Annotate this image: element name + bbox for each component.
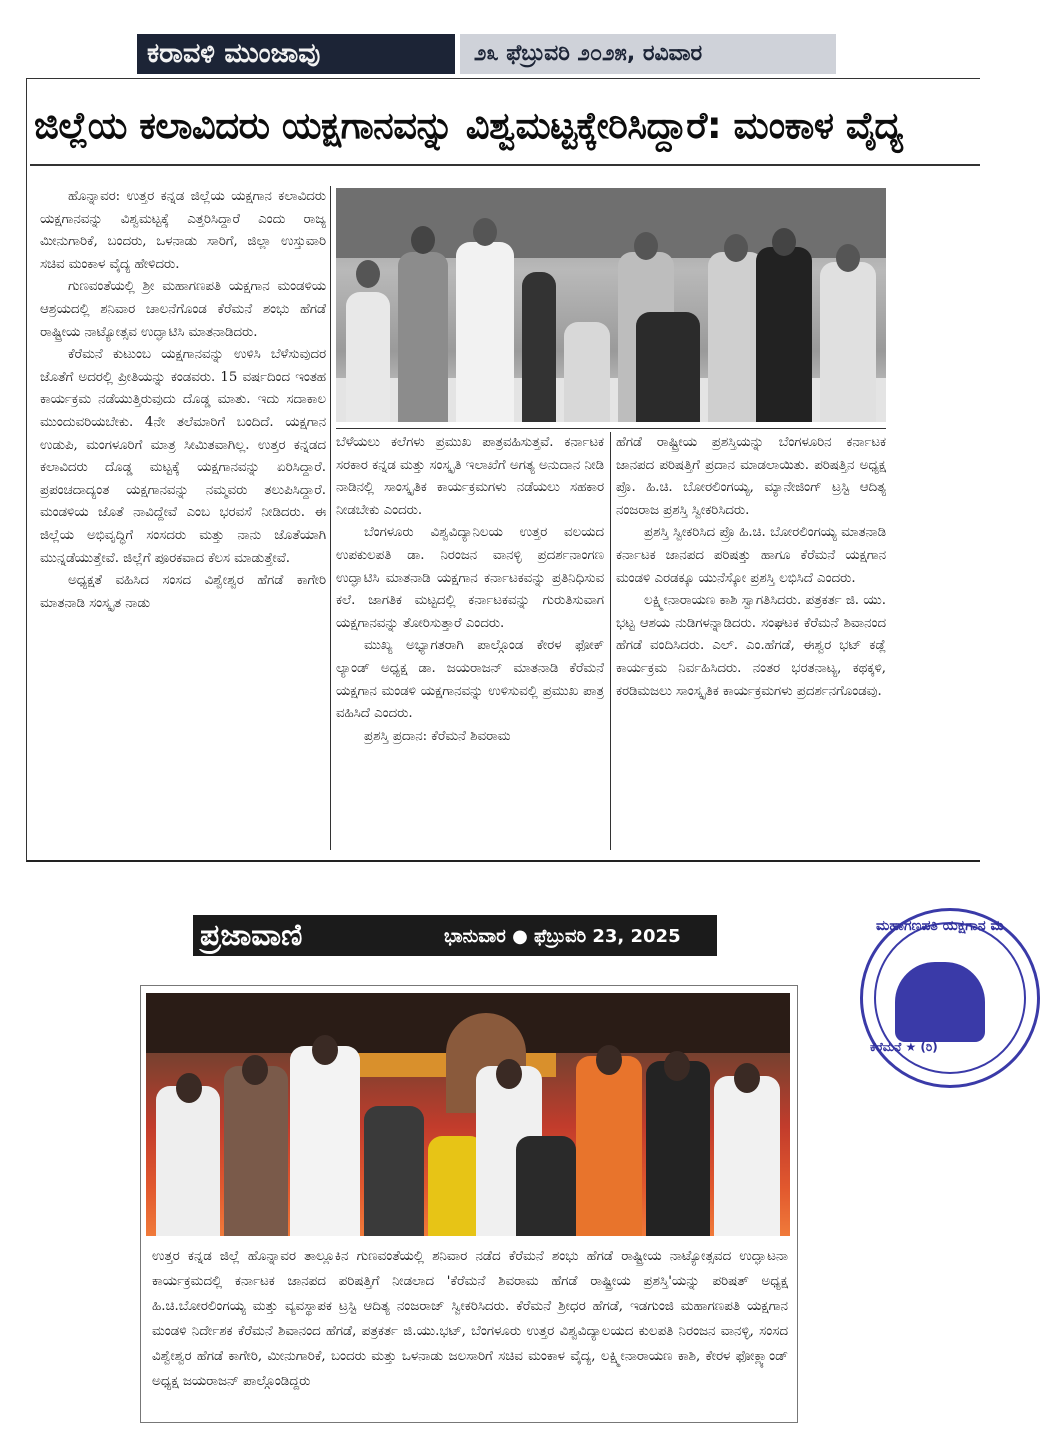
- paragraph: ಪ್ರಶಸ್ತಿ ಪ್ರದಾನ: ಕೆರೆಮನೆ ಶಿವರಾಮ: [364, 728, 511, 744]
- photo-person-head: [473, 218, 497, 246]
- masthead-paper-name: ಕರಾವಳಿ ಮುಂಜಾವು: [137, 34, 455, 74]
- article-column-2: [336, 432, 604, 850]
- article-column-1: [40, 186, 326, 846]
- photo-person: [646, 1061, 710, 1236]
- photo-person: [564, 322, 610, 422]
- photo-person-head: [664, 1051, 690, 1081]
- photo-person: [398, 252, 448, 422]
- paragraph: ಹೊನ್ನಾವರ: ಉತ್ತರ ಕನ್ನಡ ಜಿಲ್ಲೆಯ ಯಕ್ಷಗಾನ ಕಲಾವಿದರು ಯಕ್ಷಗಾನವನ್ನು ವಿಶ್ವಮಟ್ಟಕ್ಕೆ ಎತ್ತರಿಸಿದ್ದಾರೆ ಎಂದು ರಾಜ್ಯ ಮೀನುಗಾರಿಕೆ, ಬಂದರು, ಒಳನಾಡು ಸಾರಿಗೆ, ಜಿಲ್ಲಾ ಉಸ್ತುವಾರಿ ಸಚಿವ ಮಂಕಾಳ ವೈದ್ಯ ಹೇಳಿದರು.: [40, 189, 326, 272]
- photo-person-head: [724, 234, 748, 262]
- photo-person: [224, 1066, 288, 1236]
- prajavani-date: ಭಾನುವಾರ ● ಫೆಬ್ರುವರಿ 23, 2025: [444, 926, 681, 947]
- event-photo-2: [146, 993, 790, 1236]
- photo-person: [156, 1086, 220, 1236]
- photo-person-head: [411, 226, 435, 254]
- photo-person: [522, 272, 556, 422]
- paragraph: ಮುಖ್ಯ ಅಭ್ಯಾಗತರಾಗಿ ಪಾಲ್ಗೊಂಡ ಕೇರಳ ಫೋಕ್ ಲ್ಯಾಂಡ್ ಅಧ್ಯಕ್ಷ ಡಾ. ಜಯರಾಜನ್ ಮಾತನಾಡಿ ಕೆರೆಮನೆ ಯಕ್ಷಗಾನ ಮಂಡಳಿ ಯಕ್ಷಗಾನವನ್ನು ಉಳಿಸುವಲ್ಲಿ ಪ್ರಮುಖ ಪಾತ್ರ ವಹಿಸಿದೆ ಎಂದರು.: [336, 638, 604, 722]
- paragraph: ಹೆಗಡೆ ರಾಷ್ಟ್ರೀಯ ಪ್ರಶಸ್ತಿಯನ್ನು ಬೆಂಗಳೂರಿನ ಕರ್ನಾಟಕ ಜಾನಪದ ಪರಿಷತ್ತಿಗೆ ಪ್ರದಾನ ಮಾಡಲಾಯಿತು. ಪರಿಷತ್ತಿನ ಅಧ್ಯಕ್ಷ ಪ್ರೊ. ಹಿ.ಚಿ. ಬೋರಲಿಂಗಯ್ಯ, ಮ್ಯಾನೇಜಿಂಗ್ ಟ್ರಸ್ಟಿ ಆದಿತ್ಯ ನಂಜರಾಜ ಪ್ರಶಸ್ತಿ ಸ್ವೀಕರಿಸಿದರು.: [616, 435, 886, 518]
- paragraph: ಕೆರೆಮನೆ ಕುಟುಂಬ ಯಕ್ಷಗಾನವನ್ನು ಉಳಿಸಿ ಬೆಳೆಸುವುದರ ಜೊತೆಗೆ ಅದರಲ್ಲಿ ಪ್ರೀತಿಯನ್ನು ಕಂಡವರು. 15 ವರ್ಷದಿಂದ ಇಂತಹ ಕಾರ್ಯಕ್ರಮ ನಡೆಯುತ್ತಿರುವುದು ದೊಡ್ಡ ಮಾತು. ಇದು ಸದಾಕಾಲ ಮುಂದುವರಿಯಬೇಕು. 4ನೇ ತಲೆಮಾರಿಗೆ ಬಂದಿದೆ. ಯಕ್ಷಗಾನ ಉಡುಪಿ, ಮಂಗಳೂರಿಗೆ ಮಾತ್ರ ಸೀಮಿತವಾಗಿಲ್ಲ. ಉತ್ತರ ಕನ್ನಡದ ಕಲಾವಿದರು ದೊಡ್ಡ ಮಟ್ಟಕ್ಕೆ ಯಕ್ಷಗಾನವನ್ನು ಏರಿಸಿದ್ದಾರೆ. ಪ್ರಪಂಚದಾದ್ಯಂತ ಯಕ್ಷಗಾನವನ್ನು ನಮ್ಮವರು ತಲುಪಿಸಿದ್ದಾರೆ. ಮಂಡಳಿಯ ಜೊತೆ ನಾವಿದ್ದೇವೆ ಎಂಬ ಭರವಸೆ ನೀಡಿದರು. ಈ ಜಿಲ್ಲೆಯ ಅಭಿವೃದ್ಧಿಗೆ ಸಂಸದರು ಮತ್ತು ನಾನು ಜೊತೆಯಾಗಿ ಮುನ್ನಡೆಯುತ್ತೇವೆ. ಜಿಲ್ಲೆಗೆ ಪೂರಕವಾದ ಕೆಲಸ ಮಾಡುತ್ತೇವೆ.: [40, 347, 326, 566]
- photo-person: [364, 1106, 424, 1236]
- photo-person-head: [836, 244, 860, 272]
- column-divider: [330, 186, 331, 850]
- photo-person: [576, 1056, 642, 1236]
- photo-person-head: [772, 228, 796, 256]
- photo-person-head: [634, 232, 658, 260]
- photo-person-head: [242, 1055, 268, 1085]
- photo-person-head: [596, 1045, 622, 1075]
- masthead-date: ೨೩ ಫೆಬ್ರುವರಿ ೨೦೨೫, ರವಿವಾರ: [460, 34, 836, 74]
- photo-person: [714, 1076, 780, 1236]
- photo-person-head: [312, 1035, 338, 1065]
- stamp-text-top: ಮಹಾಗಣಪತಿ ಯಕ್ಷಗಾನ ಮ: [876, 918, 1004, 934]
- photo-rule: [336, 428, 886, 429]
- crown-emblem-icon: [895, 962, 985, 1042]
- article-column-3: [616, 432, 886, 850]
- paragraph: ಅಧ್ಯಕ್ಷತೆ ವಹಿಸಿದ ಸಂಸದ ವಿಶ್ವೇಶ್ವರ ಹೆಗಡೆ ಕಾಗೇರಿ ಮಾತನಾಡಿ ಸಂಸ್ಕೃತ ನಾಡು: [40, 573, 326, 611]
- paragraph: ಲಕ್ಷ್ಮೀನಾರಾಯಣ ಕಾಶಿ ಸ್ವಾಗತಿಸಿದರು. ಪತ್ರಕರ್ತ ಜಿ. ಯು. ಭಟ್ಟ ಆಶಯ ನುಡಿಗಳನ್ನಾಡಿದರು. ಸಂಘಟಕ ಕೆರೆಮನೆ ಶಿವಾನಂದ ಹೆಗಡೆ ವಂದಿಸಿದರು. ಎಲ್. ಎಂ.ಹೆಗಡೆ, ಈಶ್ವರ ಭಟ್ ಕಡ್ಲೆ ಕಾರ್ಯಕ್ರಮ ನಿರ್ವಹಿಸಿದರು. ನಂತರ ಭರತನಾಟ್ಯ, ಕಥಕ್ಕಳಿ, ಕರಡಿಮಜಲು ಸಾಂಸ್ಕೃತಿಕ ಕಾರ್ಯಕ್ರಮಗಳು ಪ್ರದರ್ಶನಗೊಂಡವು.: [616, 593, 886, 699]
- photo-person: [456, 242, 514, 422]
- column-divider: [610, 432, 611, 850]
- headline-rule: [30, 164, 980, 166]
- photo-person: [516, 1136, 576, 1236]
- photo-person: [820, 262, 876, 422]
- photo-person-head: [496, 1059, 522, 1089]
- paragraph: ಗುಣವಂತೆಯಲ್ಲಿ ಶ್ರೀ ಮಹಾಗಣಪತಿ ಯಕ್ಷಗಾನ ಮಂಡಳಿಯ ಆಶ್ರಯದಲ್ಲಿ ಶನಿವಾರ ಚಾಲನೆಗೊಂಡ ಕೆರೆಮನೆ ಶಂಭು ಹೆಗಡೆ ರಾಷ್ಟ್ರೀಯ ನಾಟ್ಯೋತ್ಸವ ಉದ್ಘಾಟಿಸಿ ಮಾತನಾಡಿದರು.: [40, 279, 326, 340]
- photo-person-head: [176, 1073, 202, 1103]
- photo-person-head: [734, 1063, 760, 1093]
- photo-person: [636, 312, 700, 422]
- stamp-text-bottom: ಕೆರೆಮನೆ ★ (ರಿ): [870, 1040, 938, 1054]
- photo-person-head: [356, 260, 380, 288]
- photo-person: [290, 1046, 360, 1236]
- photo-person: [756, 247, 812, 422]
- paragraph: ಬೆಳೆಯಲು ಕಲೆಗಳು ಪ್ರಮುಖ ಪಾತ್ರವಹಿಸುತ್ತವೆ. ಕರ್ನಾಟಕ ಸರಕಾರ ಕನ್ನಡ ಮತ್ತು ಸಂಸ್ಕೃತಿ ಇಲಾಖೆಗೆ ಅಗತ್ಯ ಅನುದಾನ ನೀಡಿ ನಾಡಿನಲ್ಲಿ ಸಾಂಸ್ಕೃತಿಕ ಕಾರ್ಯಕ್ರಮಗಳು ನಡೆಯಲು ಸಹಕಾರ ನೀಡಬೇಕು ಎಂದರು.: [336, 435, 604, 518]
- photo-person: [346, 292, 390, 422]
- paragraph: ಪ್ರಶಸ್ತಿ ಸ್ವೀಕರಿಸಿದ ಪ್ರೊ ಹಿ.ಚಿ. ಬೋರಲಿಂಗಯ್ಯ ಮಾತನಾಡಿ ಕರ್ನಾಟಕ ಜಾನಪದ ಪರಿಷತ್ತು ಹಾಗೂ ಕೆರೆಮನೆ ಯಕ್ಷಗಾನ ಮಂಡಳಿ ಎರಡಕ್ಕೂ ಯುನೆಸ್ಕೋ ಪ್ರಶಸ್ತಿ ಲಭಿಸಿದೆ ಎಂದರು.: [616, 525, 886, 586]
- paragraph: ಬೆಂಗಳೂರು ವಿಶ್ವವಿದ್ಯಾನಿಲಯ ಉತ್ತರ ವಲಯದ ಉಪಕುಲಪತಿ ಡಾ. ನಿರಂಜನ ವಾನಳ್ಳಿ ಪ್ರದರ್ಶನಾಂಗಣ ಉದ್ಘಾಟಿಸಿ ಮಾತನಾಡಿ ಯಕ್ಷಗಾನ ಕರ್ನಾಟಕವನ್ನು ಪ್ರತಿನಿಧಿಸುವ ಕಲೆ. ಜಾಗತಿಕ ಮಟ್ಟದಲ್ಲಿ ಕರ್ನಾಟಕವನ್ನು ಗುರುತಿಸುವಾಗ ಯಕ್ಷಗಾನವನ್ನು ತೋರಿಸುತ್ತಾರೆ ಎಂದರು.: [336, 525, 604, 631]
- event-photo-1: [336, 188, 886, 422]
- photo-caption: ಉತ್ತರ ಕನ್ನಡ ಜಿಲ್ಲೆ ಹೊನ್ನಾವರ ತಾಲ್ಲೂಕಿನ ಗುಣವಂತೆಯಲ್ಲಿ ಶನಿವಾರ ನಡೆದ ಕೆರೆಮನೆ ಶಂಭು ಹೆಗಡೆ ರಾಷ್ಟ್ರೀಯ ನಾಟ್ಯೋತ್ಸವದ ಉದ್ಘಾಟನಾ ಕಾರ್ಯಕ್ರಮದಲ್ಲಿ ಕರ್ನಾಟಕ ಜಾನಪದ ಪರಿಷತ್ತಿಗೆ ನೀಡಲಾದ 'ಕೆರೆಮನೆ ಶಿವರಾಮ ಹೆಗಡೆ ರಾಷ್ಟ್ರೀಯ ಪ್ರಶಸ್ತಿ'ಯನ್ನು ಪರಿಷತ್ ಅಧ್ಯಕ್ಷ ಹಿ.ಚಿ.ಬೋರಲಿಂಗಯ್ಯ ಮತ್ತು ವ್ಯವಸ್ಥಾಪಕ ಟ್ರಸ್ಟಿ ಆದಿತ್ಯ ನಂಜರಾಜ್ ಸ್ವೀಕರಿಸಿದರು. ಕೆರೆಮನೆ ಶ್ರೀಧರ ಹೆಗಡೆ, ಇಡಗುಂಜಿ ಮಹಾಗಣಪತಿ ಯಕ್ಷಗಾನ ಮಂಡಳಿ ನಿರ್ದೇಶಕ ಕೆರೆಮನೆ ಶಿವಾನಂದ ಹೆಗಡೆ, ಪತ್ರಕರ್ತ ಜಿ.ಯು.ಭಟ್, ಬೆಂಗಳೂರು ಉತ್ತರ ವಿಶ್ವವಿದ್ಯಾಲಯದ ಕುಲಪತಿ ನಿರಂಜನ ವಾನಳ್ಳಿ, ಸಂಸದ ವಿಶ್ವೇಶ್ವರ ಹೆಗಡೆ ಕಾಗೇರಿ, ಮೀನುಗಾರಿಕೆ, ಬಂದರು ಮತ್ತು ಒಳನಾಡು ಜಲಸಾರಿಗೆ ಸಚಿವ ಮಂಕಾಳ ವೈದ್ಯ, ಲಕ್ಷ್ಮೀನಾರಾಯಣ ಕಾಶಿ, ಕೇರಳ ಫೋಕ್ಲ್ಯಾಂಡ್ ಅಧ್ಯಕ್ಷ ಜಯರಾಜನ್ ಪಾಲ್ಗೊಂಡಿದ್ದರು: [152, 1249, 788, 1389]
- article-headline: ಜಿಲ್ಲೆಯ ಕಲಾವಿದರು ಯಕ್ಷಗಾನವನ್ನು ವಿಶ್ವಮಟ್ಟಕ್ಕೇರಿಸಿದ್ದಾರೆ: ಮಂಕಾಳ ವೈದ್ಯ: [34, 104, 903, 147]
- prajavani-title: ಪ್ರಜಾವಾಣಿ: [200, 918, 303, 953]
